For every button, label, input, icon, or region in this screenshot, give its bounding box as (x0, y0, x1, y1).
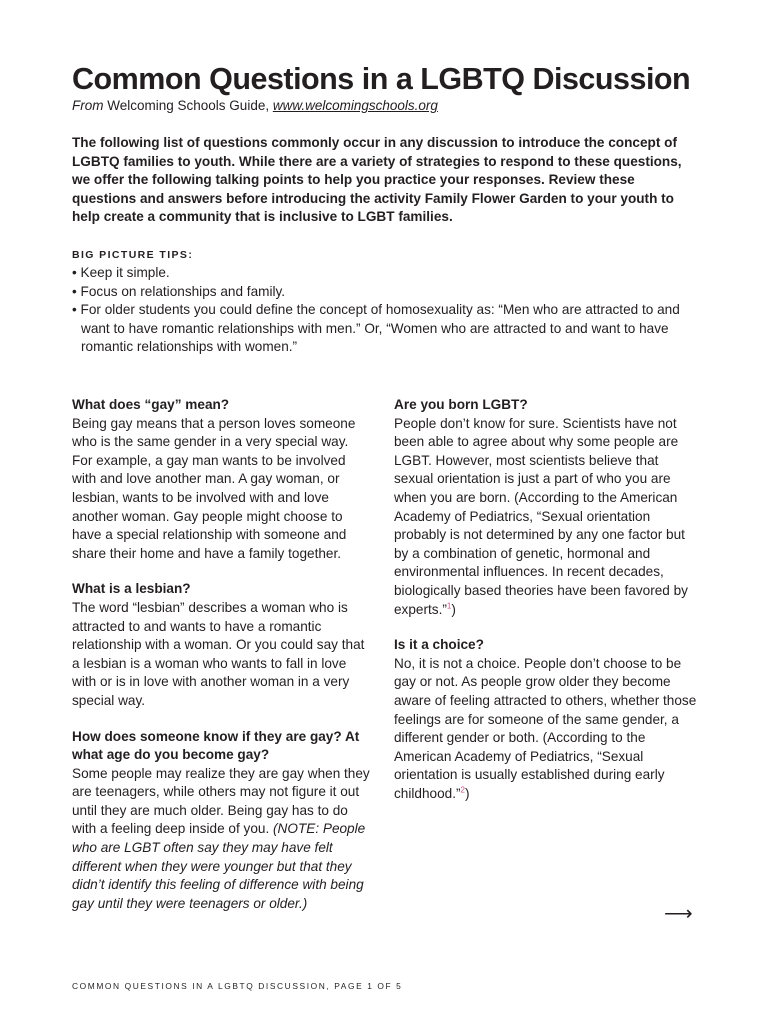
question-heading: What does “gay” mean? (72, 397, 230, 412)
intro-paragraph: The following list of questions commonly occur in any discussion to introduce the concept of LGBTQ families to youth. While there are a variety of strategies to respond to these questions, we offer the following talking points to help you practice your responses. Review these questions and answers before introducing the activity Family Flower Garden to your youth to help create a community that is inclusive to LGBT families. (72, 135, 682, 225)
answer-tail: ) (451, 601, 456, 617)
source-text: Welcoming Schools Guide, (103, 98, 273, 113)
tip-item: • Keep it simple. (72, 264, 698, 283)
answer-body: Some people may realize they are gay when they are teenagers, while others may not figure it out until they are much older. Being gay has to do with a feeling deep inside of you. (72, 765, 370, 837)
source-link[interactable]: www.welcomingschools.org (272, 98, 438, 113)
answer-text (394, 415, 698, 620)
question-heading: What is a lesbian? (72, 581, 191, 597)
left-column (72, 396, 372, 930)
source-prefix: From (72, 98, 104, 113)
answer-text (394, 655, 698, 804)
answer-tail: ) (464, 785, 470, 801)
footnote-marker[interactable]: 2 (460, 785, 465, 795)
next-page-arrow-icon[interactable]: ⟶ (664, 903, 693, 925)
page-title: Common Questions in a LGBTQ Discussion (72, 62, 691, 96)
answer-text: The word “lesbian” describes a woman who is attracted to and wants to have a romantic relationship with a woman. Or you could say that a lesbian is a woman who wants to fall in love with or is in love with another woman in a very special way. (72, 599, 365, 708)
right-column (394, 396, 698, 820)
question-heading: How does someone know if they are gay? At what age do you become gay? (72, 728, 360, 763)
answer-note: (NOTE: People who are LGBT often say they may have felt different when they were younger but that they didn’t identify this feeling of difference with being gay until they were teenagers or older.) (72, 821, 366, 911)
tips-list (72, 264, 698, 357)
question-heading: Are you born LGBT? (394, 397, 528, 412)
footnote-marker[interactable]: 1 (446, 601, 452, 610)
tip-item: • For older students you could define the concept of homosexuality as: “Men who are attracted to and want to have romantic relationships with men.” Or, “Women who are attracted to and want to have romantic relationships with women.” (72, 301, 698, 357)
tip-item: • Focus on relationships and family. (72, 283, 698, 302)
document-page (72, 0, 698, 1024)
question-heading: Is it a choice? (394, 637, 484, 653)
answer-text: Being gay means that a person loves someone who is the same gender in a very special way. For example, a gay man wants to be involved with and love another man. A gay woman, or lesbian, wants to be involved with and love another woman. Gay people might choose to have a special relationship with someone and share their home and have a family together. (72, 415, 356, 561)
source-line (72, 98, 438, 113)
answer-body: People don’t know for sure. Scientists have not been able to agree about why some people are LGBT. However, most scientists believe that sexual orientation is just a part of who you are when you are born. (According to the American Academy of Pediatrics, “Sexual orientation probably is not determined by any one factor but by a combination of genetic, hormonal and environmental influences. In recent decades, biologically based theories have been favored by experts.” (394, 415, 688, 617)
answer-text (72, 765, 372, 914)
tips-heading: BIG PICTURE TIPS: (72, 249, 194, 261)
page-footer: COMMON QUESTIONS IN A LGBTQ DISCUSSION, PAGE 1 OF 5 (72, 981, 403, 991)
answer-body: No, it is not a choice. People don’t choose to be gay or not. As people grow older they become aware of feeling attracted to others, whether those feelings are for someone of the same gender, a different gender or both. (According to the American Academy of Pediatrics, “Sexual orientation is usually established during early childhood.” (394, 655, 697, 801)
